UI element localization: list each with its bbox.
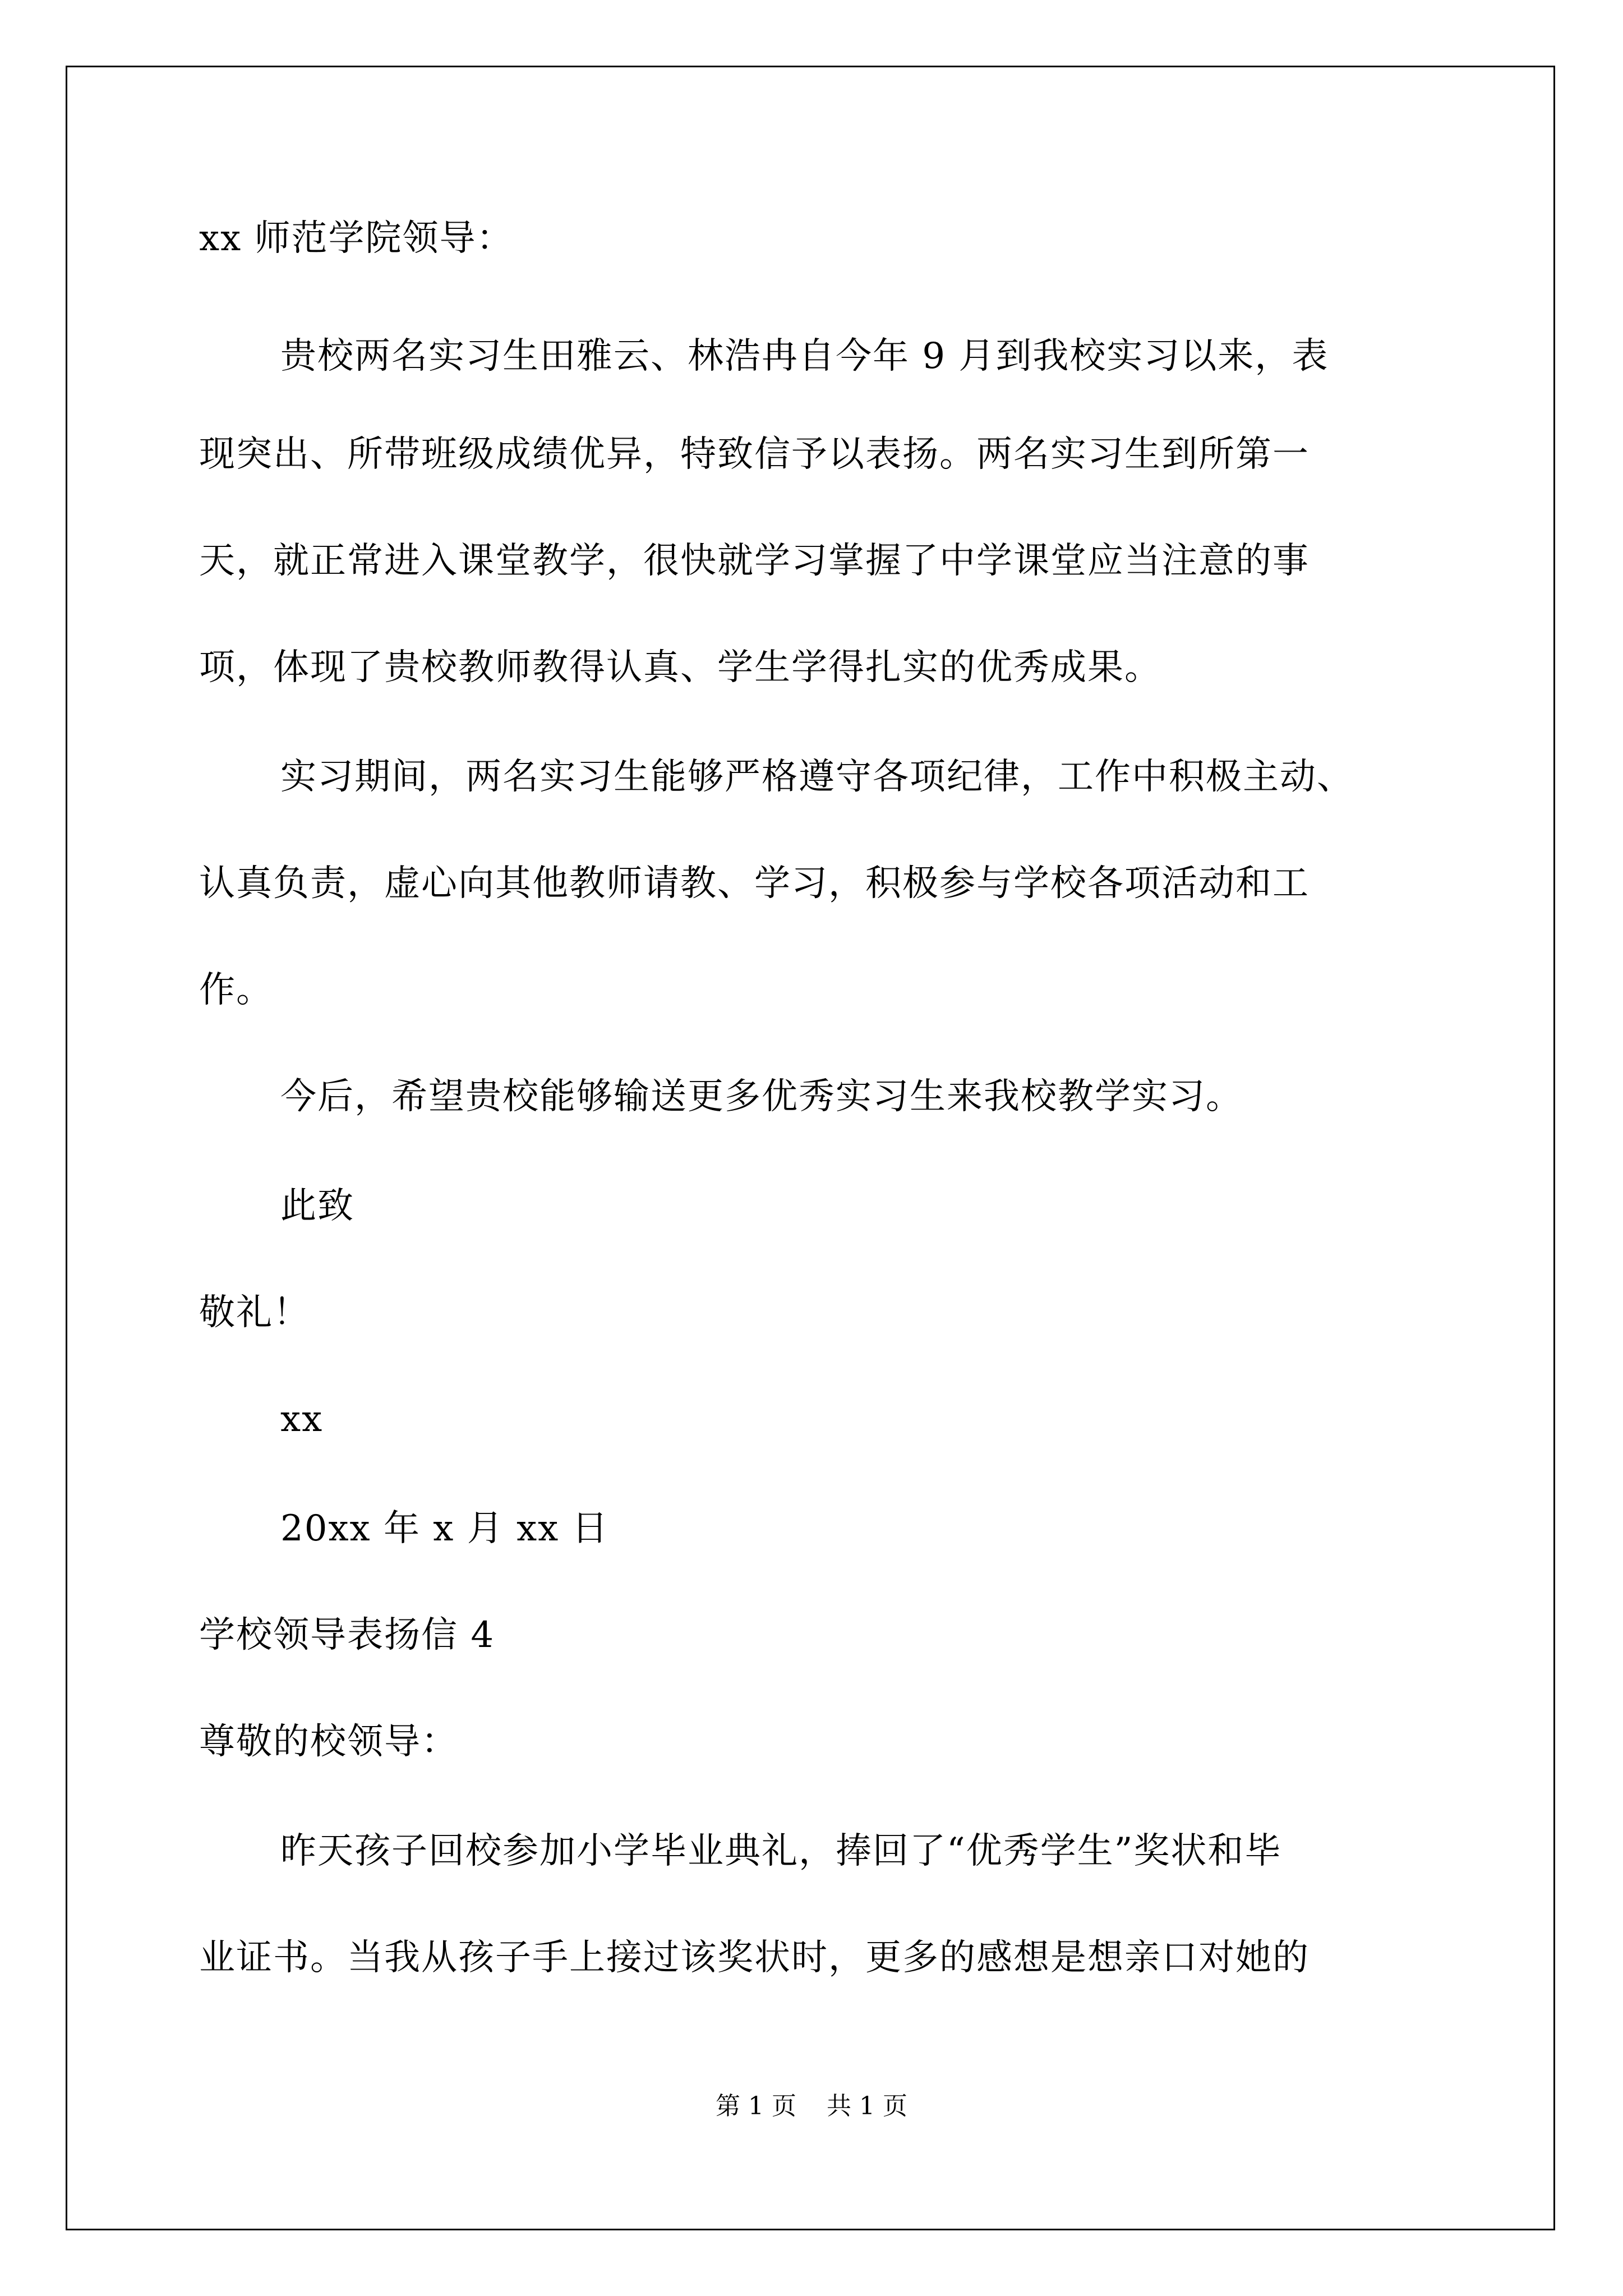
- closing-phrase: 此致: [280, 1185, 354, 1227]
- body-line: 贵校两名实习生田雅云、林浩冉自今年 9 月到我校实习以来，表: [280, 335, 1329, 377]
- body-line: 昨天孩子回校参加小学毕业典礼，捧回了“优秀学生”奖状和毕: [280, 1830, 1282, 1872]
- closing-salute: 敬礼！: [199, 1292, 310, 1333]
- page-total: 共 1 页: [827, 2092, 907, 2120]
- page-footer: [0, 2090, 1623, 2123]
- body-line: 现突出、所带班级成绩优异，特致信予以表扬。两名实习生到所第一: [199, 434, 1310, 475]
- body-line: 作。: [199, 969, 273, 1011]
- page-number: 第 1 页: [716, 2092, 796, 2120]
- page-border: [66, 66, 1555, 2230]
- body-line: 业证书。当我从孩子手上接过该奖状时，更多的感想是想亲口对她的: [199, 1937, 1310, 1978]
- body-line: 今后，希望贵校能够输送更多优秀实习生来我校教学实习。: [280, 1076, 1243, 1117]
- body-line: 认真负责，虚心向其他教师请教、学习，积极参与学校各项活动和工: [199, 863, 1310, 904]
- section-heading: 学校领导表扬信 4: [199, 1614, 495, 1656]
- body-line: 实习期间，两名实习生能够严格遵守各项纪律，工作中积极主动、: [280, 756, 1354, 798]
- date-line: 20xx 年 x 月 xx 日: [280, 1508, 609, 1549]
- body-line: 项，体现了贵校教师教得认真、学生学得扎实的优秀成果。: [199, 647, 1161, 688]
- salutation: xx 师范学院领导：: [199, 218, 514, 259]
- signature: xx: [280, 1398, 324, 1440]
- body-line: 天，就正常进入课堂教学，很快就学习掌握了中学课堂应当注意的事: [199, 540, 1310, 582]
- salutation: 尊敬的校领导：: [199, 1721, 458, 1763]
